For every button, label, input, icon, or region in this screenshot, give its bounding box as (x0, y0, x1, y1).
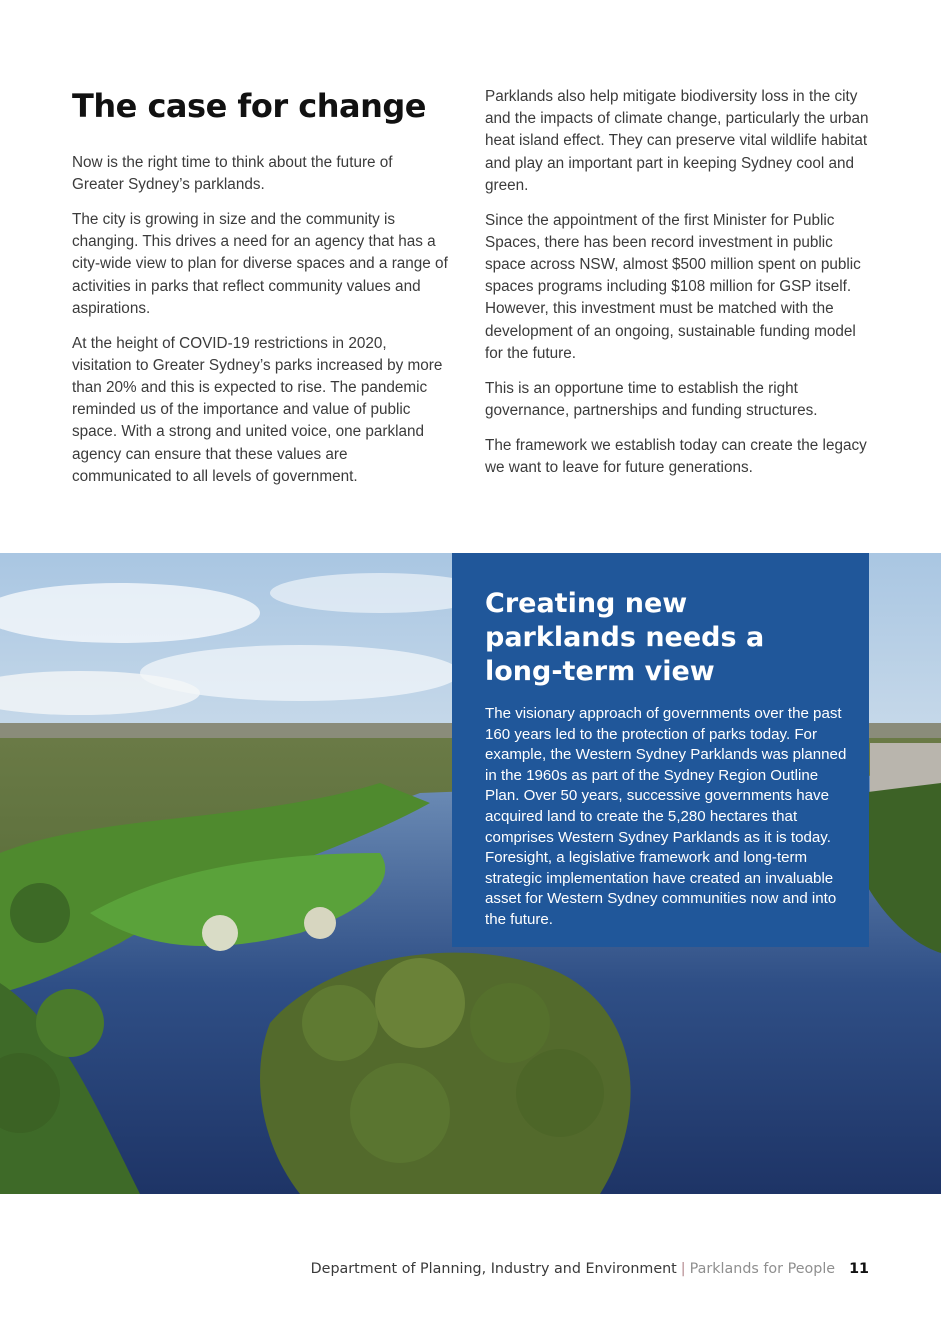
left-paragraph-1: Now is the right time to think about the future of Greater Sydney’s parklands. (72, 154, 393, 194)
callout-body: The visionary approach of governments over the past 160 years led to the protection of parks today. For example, the Western Sydney Parklands was planned in the 1960s as part of the Sydney Region Outline Plan. Over 50 years, successive governments have acquired land to create the 5,280 hectares that comprises Western Sydney Parklands as it is today. Foresight, a legislative framework and long-term strategic implementation have created an invaluable asset for Western Sydney communities now and into the future. (485, 705, 847, 928)
right-paragraph-2: Since the appointment of the first Minister for Public Spaces, there has been record investment in public space across NSW, almost $500 million spent on public spaces programs including $108 million for GSP itself. However, this investment must be matched with the development of an ongoing, sustainable funding model for the future. (485, 211, 861, 362)
right-paragraph-4: The framework we establish today can create the legacy we want to leave for future generations. (485, 436, 867, 476)
right-paragraph-3: This is an opportune time to establish the right governance, partnerships and funding structures. (485, 379, 818, 419)
right-column (485, 86, 877, 492)
footer-publication: Parklands for People (689, 1261, 836, 1277)
page-number: 11 (849, 1261, 869, 1277)
callout-title: Creating new parklands needs a long-term view (485, 588, 765, 687)
page-footer (311, 1259, 869, 1279)
footer-separator: | (680, 1261, 686, 1277)
page-heading: The case for change (72, 87, 426, 125)
left-paragraph-2: The city is growing in size and the community is changing. This drives a need for an agency that has a city-wide view to plan for diverse spaces and a range of activities in parks that reflect community values and aspirations. (72, 211, 448, 317)
footer-department: Department of Planning, Industry and Environment (310, 1261, 677, 1277)
left-column (72, 86, 448, 501)
callout-box (452, 553, 869, 947)
left-paragraph-3: At the height of COVID-19 restrictions in 2020, visitation to Greater Sydney’s parks increased by more than 20% and this is expected to rise. The pandemic reminded us of the importance and value of public space. With a strong and united voice, one parkland agency can ensure that these values are communicated to all levels of government. (72, 334, 443, 485)
right-paragraph-1: Parklands also help mitigate biodiversity loss in the city and the impacts of climate change, particularly the urban heat island effect. They can preserve vital wildlife habitat and play an important part in keeping Sydney cool and green. (485, 88, 869, 194)
